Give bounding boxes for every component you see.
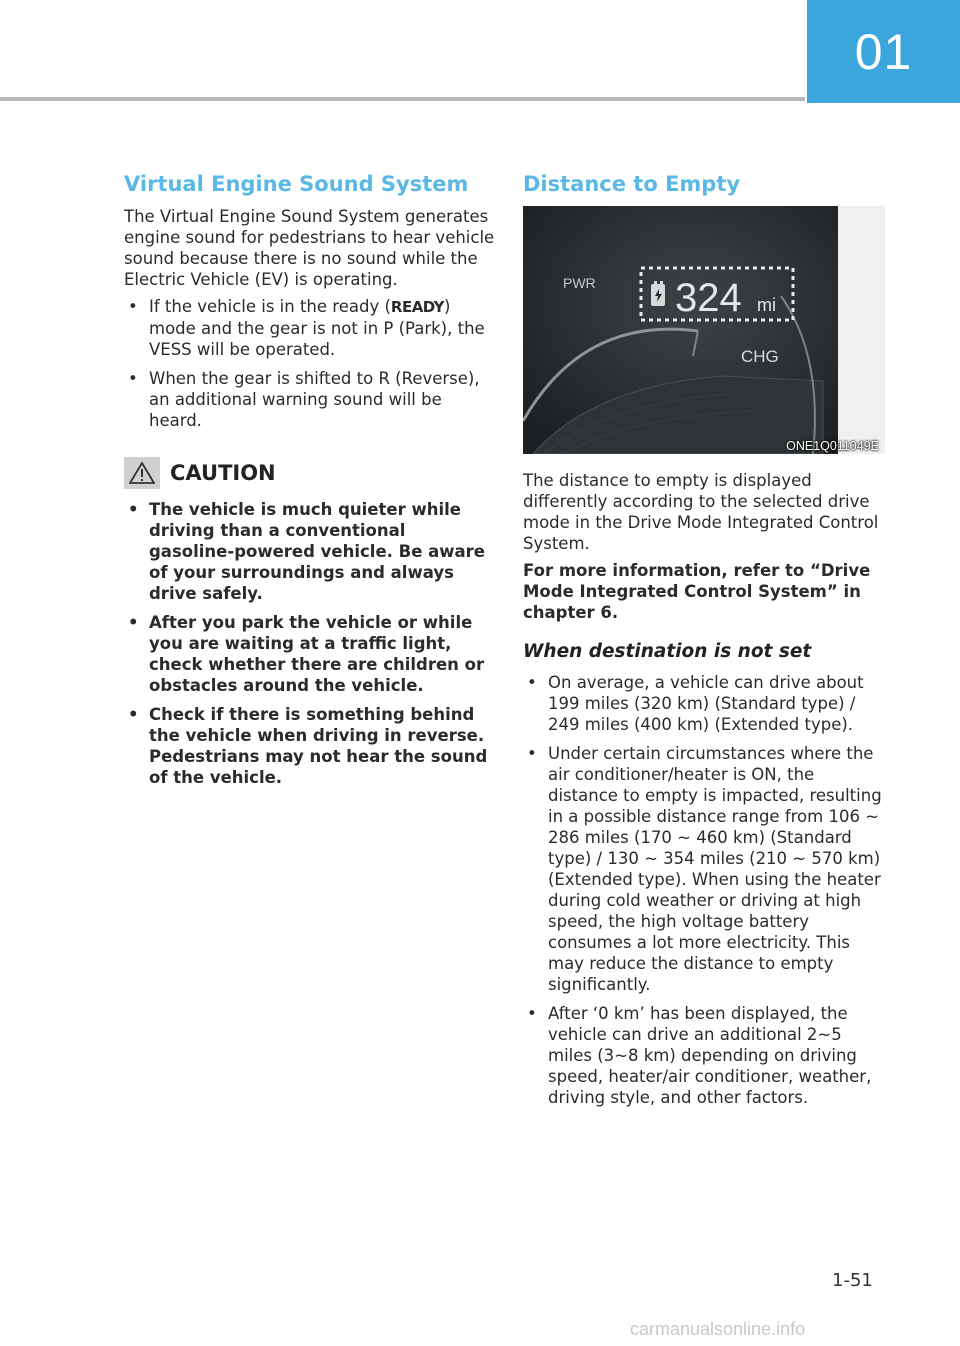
dte-intro: The distance to empty is displayed differently according to the selected drive mode in the Drive Mode Integrated Control System. [523,471,879,553]
cluster-figure [523,206,885,454]
cluster-display [523,206,838,454]
chapter-tab: 01 [807,0,960,103]
list-item: • When the gear is shifted to R (Reverse), an additional warning sound will be heard. [124,368,496,431]
warning-triangle-icon [124,457,160,489]
distance-unit: mi [757,295,776,315]
watermark: carmanualsonline.info [630,1319,806,1339]
cluster-margin [838,206,885,454]
dte-title: Distance to Empty [523,172,741,196]
dte-note: For more information, refer to “Drive Mode Integrated Control System” in chapter 6. [523,561,871,622]
list-item: • Under certain circumstances where the air conditioner/heater is ON, the distance to empty is impacted, resulting in a possible distance range from 106 ~ 286 miles (170 ~ 460 km) (Standard type) / 130 ~ 354 miles (210 ~ 570 km) (Extended type). When using the heater during cold weather or driving at high speed, the high voltage battery consumes a lot more electricity. This may reduce the distance to empty significantly. [523,743,888,995]
vess-title: Virtual Engine Sound System [124,172,469,196]
vess-intro: The Virtual Engine Sound System generates engine sound for pedestrians to hear vehicle sound because there is no sound while the Electric Vehicle (EV) is operating. [124,207,495,289]
list-item: • After you park the vehicle or while you are waiting at a traffic light, check whether there are children or obstacles around the vehicle. [124,612,496,696]
left-column [124,172,496,796]
page-number: 1-51 [832,1270,873,1291]
list-item: • Check if there is something behind the vehicle when driving in reverse. Pedestrians may not hear the sound of the vehicle. [124,704,496,788]
caution-title: CAUTION [170,461,276,485]
chg-label: CHG [741,347,779,366]
list-item: • The vehicle is much quieter while driving than a conventional gasoline-powered vehicle. Be aware of your surroundings and always drive safely. [124,499,496,604]
dte-list [523,672,888,1108]
list-item: • After ‘0 km’ has been displayed, the vehicle can drive an additional 2~5 miles (3~8 km) depending on driving speed, heater/air conditioner, weather, driving style, and other factors. [523,1003,888,1108]
list-item: • If the vehicle is in the ready (READY) mode and the gear is not in P (Park), the VESS will be operated. [124,296,496,360]
right-column [523,172,888,1116]
caution-header [124,457,496,489]
list-item: • On average, a vehicle can drive about 199 miles (320 km) (Standard type) / 249 miles (400 km) (Extended type). [523,672,888,735]
header-rule [0,97,805,101]
vess-list [124,296,496,431]
distance-value: 324 [675,276,742,320]
dte-subtitle: When destination is not set [523,641,812,662]
caution-list [124,499,496,788]
figure-code: ONE1Q011049E [786,439,879,453]
ready-indicator-icon: READY [390,298,445,316]
pwr-label: PWR [563,275,596,291]
